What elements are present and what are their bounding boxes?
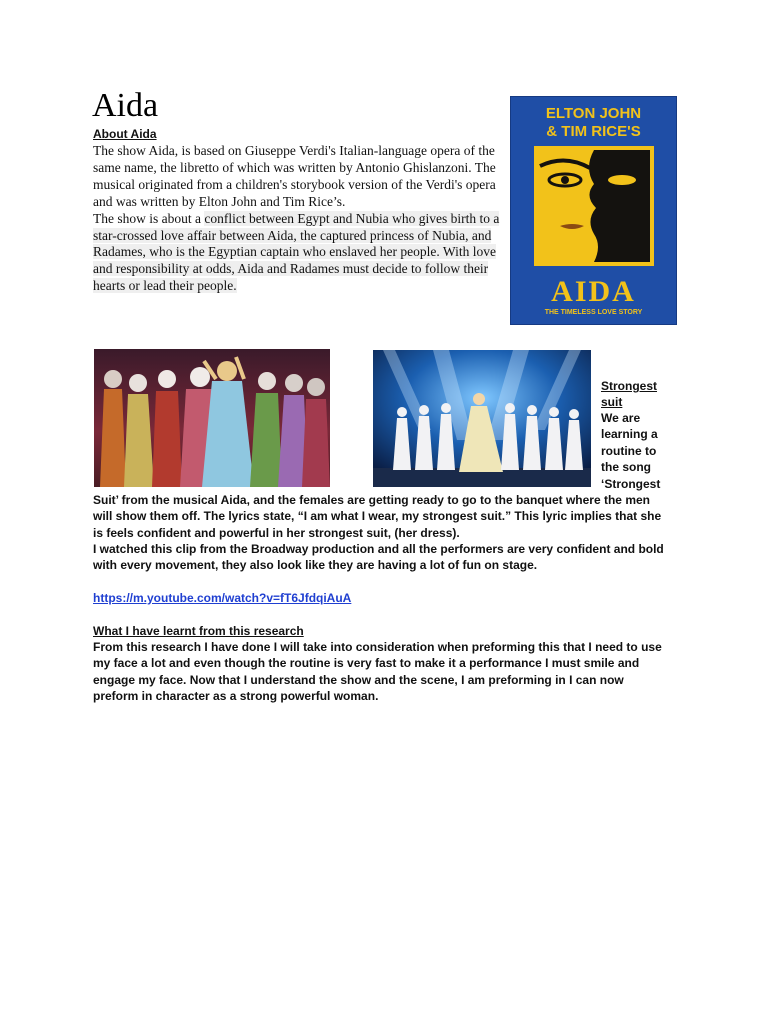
poster-credit-line1: ELTON JOHN: [545, 105, 642, 122]
poster-tagline: THE TIMELESS LOVE STORY: [544, 309, 643, 316]
strongest-heading-line-1: Strongest: [601, 379, 658, 393]
learnt-line: preform in character as a strong powerful woman.: [93, 689, 379, 704]
intro-paragraph-2: [93, 211, 503, 296]
strongest-suit-description: [93, 492, 683, 541]
notes-line: I watched this clip from the Broadway production and all the performers are very confident and bold: [93, 542, 664, 556]
page-title: Aida: [92, 87, 159, 124]
aida-poster-image: [510, 96, 677, 325]
poster-eye-pupil: [561, 176, 569, 184]
description-line: Suit’ from the musical Aida, and the females are getting ready to go to the banquet where the men: [93, 493, 650, 507]
intro-paragraph-1: The show Aida, is based on Giuseppe Verdi's Italian-language opera of the same name, the libretto of which was written by Antonio Ghislanzoni. The musical originated from a children's storybook version of the Verdi's opera and was written by Elton John and Tim Rice’s.: [93, 143, 496, 209]
description-line: will show them off. The lyrics state, “I am what I wear, my strongest suit.” This lyric implies that she: [93, 509, 662, 524]
learnt-line: From this research I have done I will take into consideration when preforming this that I need to use: [93, 640, 662, 654]
poster-eye-right: [608, 175, 636, 185]
strongest-side-text: [601, 410, 681, 492]
research-learnt-heading: What I have learnt from this research: [93, 624, 304, 638]
poster-credit-line2: & TIM RICE'S: [546, 123, 641, 140]
strongest-suit-heading: [601, 378, 681, 411]
notes-line: with every movement, they also look like they are having a lot of fun on stage.: [93, 558, 538, 573]
learnt-line: my face a lot and even though the routine is very fast to make it a performance I must smile and: [93, 656, 640, 671]
intro-paragraph-2-shaded: conflict between Egypt and Nubia who gives birth to a star-crossed love affair between Aida, the captured princess of Nubia, and Radames, who is the Egyptian captain who enslaved her people. With love and responsibility at odds, Aida and Radames must decide to follow their hearts or lead their people.: [93, 210, 500, 294]
learnt-line: engage my face. Now that I understand the show and the scene, I am preforming in I can now: [93, 672, 624, 687]
stage-photo-dancers-costumes: [94, 349, 330, 487]
strongest-side-line: We are: [601, 411, 641, 425]
broadway-clip-notes: [93, 541, 683, 574]
strongest-side-line: routine to: [601, 443, 657, 458]
poster-face-silhouette: [589, 150, 650, 262]
photo1-performers: [100, 357, 330, 487]
youtube-link[interactable]: https://m.youtube.com/watch?v=fT6JfdqiAuA: [93, 591, 352, 605]
intro-paragraph-2-lead: The show is about a: [93, 210, 205, 226]
strongest-heading-line-2: suit: [601, 395, 623, 410]
about-heading: About Aida: [93, 127, 157, 141]
stage-photo-broadway-routine: [373, 350, 591, 487]
intro-text: [93, 143, 503, 295]
strongest-side-line: the song: [601, 460, 651, 475]
strongest-side-line: ‘Strongest: [601, 476, 661, 491]
description-line: is feels confident and powerful in her strongest suit, (her dress).: [93, 525, 460, 540]
poster-logo: AIDA: [551, 275, 636, 308]
strongest-side-line: learning a: [601, 427, 658, 442]
research-learnt-body: [93, 639, 683, 705]
